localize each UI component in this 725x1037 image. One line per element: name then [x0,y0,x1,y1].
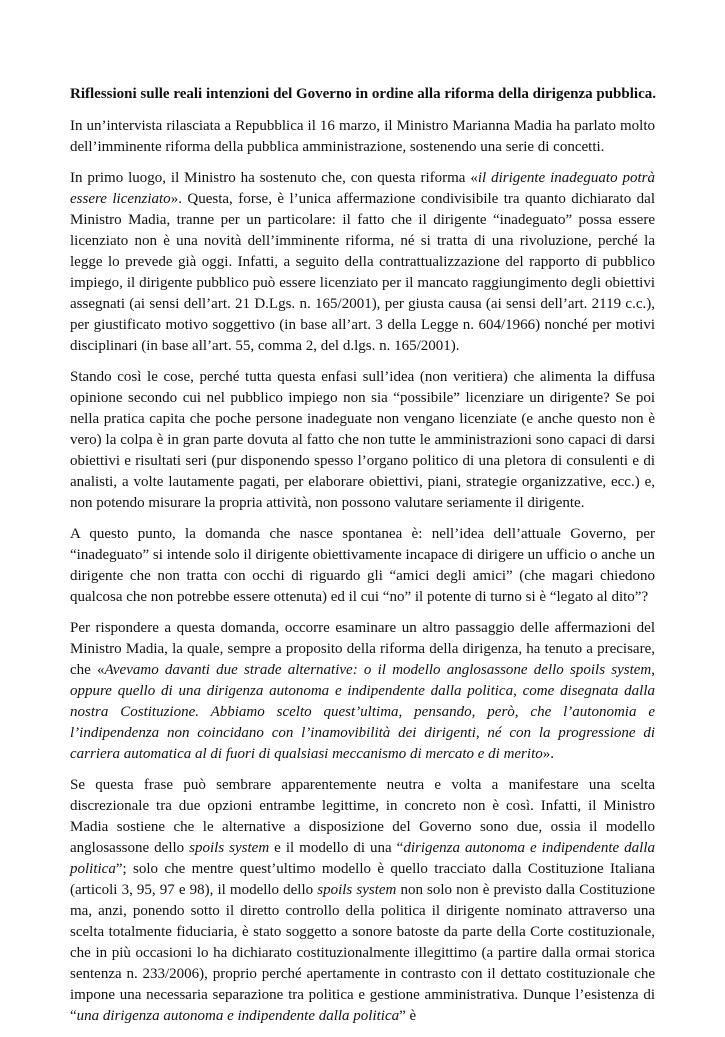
italic-quote: Avevamo davanti due strade alternative: o il modello anglosassone dello spoils system, oppure quello di una dirigenza autonoma e indipendente dalla politica, come disegnata dalla nostra Costituzione. Abbiamo scelto quest’ultima, pensando, però, che l’autonomia e l’indipendenza non coincidano con l’inamovibilità dei dirigenti, né con la progressione di carriera automatica al di fuori di qualsiasi meccanismo di mercato e di merito [70,662,655,762]
text-run: Stando così le cose, perché tutta questa enfasi sull’idea (non veritiera) che alimenta la diffusa opinione secondo cui nel pubblico impiego non sia “possibile” licenziare un dirigente? Se poi nella pratica capita che poche persone inadeguate non vengano licenziate (e anche questo non è vero) la colpa è in gran parte dovuta al fatto che non tutte le amministrazioni sono capaci di darsi obiettivi e risultati seri (pur disponendo spesso l’organo politico di una pletora di consulenti e di analisti, a volte lautamente pagati, per elaborare obiettivi, piani, strategie organizzative, ecc.) e, non potendo misurare la propria attività, non possono valutare seriamente il dirigente. [70,369,655,511]
italic-term: spoils system [189,840,270,856]
text-run: In primo luogo, il Ministro ha sostenuto che, con questa riforma « [70,170,478,186]
text-run: ” è [399,1008,417,1024]
italic-term: dirigenza autonoma e indipendente dalla politica [70,840,655,877]
text-run: non solo non è previsto dalla Costituzione ma, anzi, ponendo sotto il diretto controllo della politica il dirigente nominato attraverso una scelta totalmente fiduciaria, è stato soggetto a sonore batoste da parte della Corte costituzionale, che in più occasioni lo ha dichiarato costituzionalmente illegittimo (a partire dalla ormai storica sentenza n. 233/2006), proprio perché apertamente in contrasto con il dettato costituzionale che impone una necessaria separazione tra politica e gestione amministrativa. Dunque l’esistenza di “ [70,882,656,1024]
text-run: A questo punto, la domanda che nasce spontanea è: nell’idea dell’attuale Governo, per “inadeguato” si intende solo il dirigente obiettivamente incapace di dirigere un ufficio o anche un dirigente che non tratta con occhi di riguardo gli “amici degli amici” (che magari chiedono qualcosa che non potrebbe essere ottenuta) ed il cui “no” il potente di turno si è “legato al dito”? [70,526,655,605]
paragraph [70,618,655,765]
paragraph [70,367,655,514]
document-title: Riflessioni sulle reali intenzioni del Governo in ordine alla riforma della dirigenza pubblica. [70,86,656,102]
text-run: Per rispondere a questa domanda, occorre esaminare un altro passaggio delle affermazioni del Ministro Madia, la quale, sempre a proposito della riforma della dirigenza, ha tenuto a precisare, che « [70,620,655,678]
text-run: e il modello di una “ [269,840,404,856]
italic-term: una dirigenza autonoma e indipendente dalla politica [76,1008,400,1024]
paragraph [70,168,655,357]
document-page [70,84,655,1037]
paragraph [70,524,655,608]
italic-term: spoils system [317,882,397,898]
italic-quote: il dirigente inadeguato potrà essere licenziato [70,170,655,207]
paragraph [70,775,655,1027]
text-run: In un’intervista rilasciata a Repubblica il 16 marzo, il Ministro Marianna Madia ha parlato molto dell’imminente riforma della pubblica amministrazione, sostenendo una serie di concetti. [70,118,655,155]
text-run: ». [542,746,554,762]
text-run: ». Questa, forse, è l’unica affermazione condivisibile tra quanto dichiarato dal Ministro Madia, tranne per un particolare: il fatto che il dirigente “inadeguato” possa essere licenziato non è una novità dell’imminente riforma, né si tratta di una rivoluzione, perché la legge lo prevede già oggi. Infatti, a seguito della contrattualizzazione del rapporto di pubblico impiego, il dirigente pubblico può essere licenziato per il mancato raggiungimento degli obiettivi assegnati (ai sensi dell’art. 21 D.Lgs. n. 165/2001), per giusta causa (ai sensi dell’art. 2119 c.c.), per giustificato motivo soggettivo (in base all’art. 3 della Legge n. 604/1966) nonché per motivi disciplinari (in base all’art. 55, comma 2, del d.lgs. n. 165/2001). [70,191,655,354]
paragraph [70,116,655,158]
text-run: ”; solo che mentre quest’ultimo modello è quello tracciato dalla Costituzione Italiana (articoli 3, 95, 97 e 98), il modello dello [70,861,655,898]
text-run: Se questa frase può sembrare apparentemente neutra e volta a manifestare una scelta discrezionale tra due opzioni entrambe legittime, in concreto non è così. Infatti, il Ministro Madia sostiene che le alternative a disposizione del Governo sono due, ossia il modello anglosassone dello [70,777,655,856]
